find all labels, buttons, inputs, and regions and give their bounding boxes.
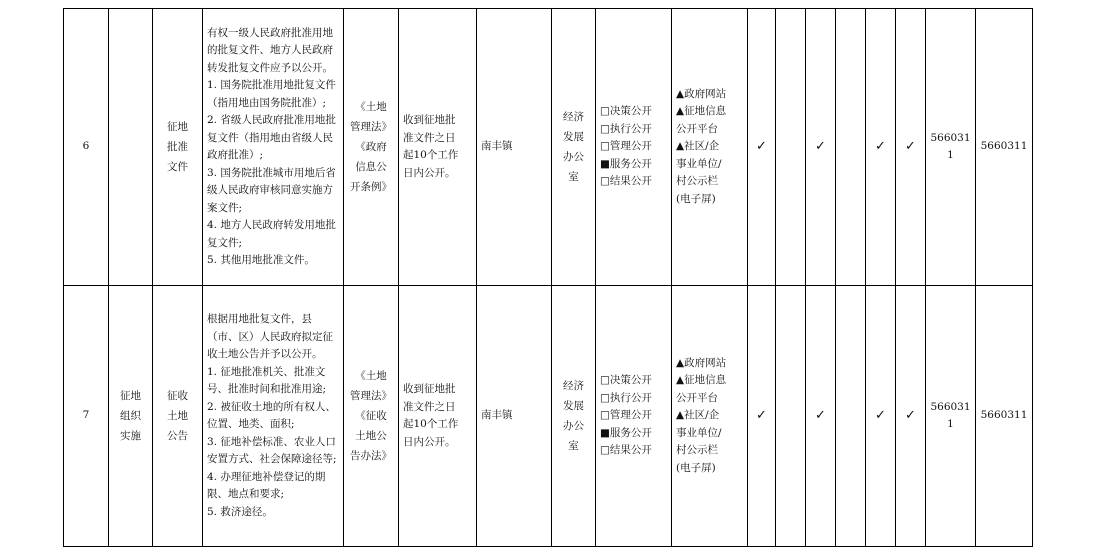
option-result: □结果公开: [600, 175, 652, 188]
category-level1: 征地 组织 实施: [109, 286, 153, 547]
time-limit: 收到征地批 准文件之日 起10个工作 日内公开。: [399, 9, 477, 286]
category-level2: 征地 批准 文件: [153, 9, 203, 286]
category-level2: 征收 土地 公告: [153, 286, 203, 547]
option-management: □管理公开: [600, 140, 652, 153]
option-execution: □执行公开: [600, 122, 652, 135]
option-decision: □决策公开: [600, 374, 652, 387]
check-mark: ✓: [866, 286, 896, 547]
option-result: □结果公开: [600, 444, 652, 457]
check-mark: ✓: [748, 286, 776, 547]
disclosure-subject: 南丰镇: [477, 286, 552, 547]
option-service: ■服务公开: [600, 157, 652, 170]
check-mark: ✓: [866, 9, 896, 286]
check-mark: [836, 286, 866, 547]
disclosure-type-options: [596, 9, 672, 286]
disclosure-channels: ▲政府网站 ▲征地信息 公开平台 ▲社区/企 事业单位/ 村公示栏 (电子屏): [672, 286, 748, 547]
table-row: [64, 9, 1033, 286]
legal-basis: 《土地 管理法》 《政府 信息公 开条例》: [344, 9, 399, 286]
check-mark: [836, 9, 866, 286]
check-mark: ✓: [896, 9, 926, 286]
category-level1: [109, 9, 153, 286]
disclosure-subject: 南丰镇: [477, 9, 552, 286]
disclosure-content: 有权一级人民政府批准用地的批复文件、地方人民政府转发批复文件应予以公开。 1. 国务院批准用地批复文件（指用地由国务院批准）; 2. 省级人民政府批准用地批复文件（指用地由省级人民政府批准）; 3. 国务院批准城市用地后省级人民政府审核同意实施方案文件; 4. 地方人民政府转发用地批复文件; 5. 其他用地批准文件。: [203, 9, 344, 286]
responsible-department: 经济 发展 办公 室: [552, 286, 596, 547]
responsible-department: 经济 发展 办公 室: [552, 9, 596, 286]
legal-basis: 《土地 管理法》 《征收 土地公 告办法》: [344, 286, 399, 547]
check-mark: ✓: [748, 9, 776, 286]
supervision-phone: 5660311: [976, 286, 1033, 547]
time-limit: 收到征地批 准文件之日 起10个工作 日内公开。: [399, 286, 477, 547]
row-number: 6: [64, 9, 109, 286]
check-mark: ✓: [806, 286, 836, 547]
supervision-phone: 5660311: [976, 9, 1033, 286]
disclosure-channels: ▲政府网站 ▲征地信息 公开平台 ▲社区/企 事业单位/ 村公示栏 (电子屏): [672, 9, 748, 286]
table-row: [64, 286, 1033, 547]
row-number: 7: [64, 286, 109, 547]
option-execution: □执行公开: [600, 391, 652, 404]
contact-phone: 566031 1: [926, 9, 976, 286]
check-mark: ✓: [806, 9, 836, 286]
contact-phone: 566031 1: [926, 286, 976, 547]
disclosure-type-options: [596, 286, 672, 547]
disclosure-table: [63, 8, 1033, 547]
check-mark: [776, 286, 806, 547]
option-management: □管理公开: [600, 409, 652, 422]
check-mark: [776, 9, 806, 286]
option-decision: □决策公开: [600, 105, 652, 118]
disclosure-content: 根据用地批复文件，县（市、区）人民政府拟定征收土地公告并予以公开。 1. 征地批准机关、批准文号、批准时间和批准用途; 2. 被征收土地的所有权人、位置、地类、面积; 3. 征地补偿标准、农业人口安置方式、社会保障途径等; 4. 办理征地补偿登记的期限、地点和要求; 5. 救济途径。: [203, 286, 344, 547]
check-mark: ✓: [896, 286, 926, 547]
option-service: ■服务公开: [600, 426, 652, 439]
